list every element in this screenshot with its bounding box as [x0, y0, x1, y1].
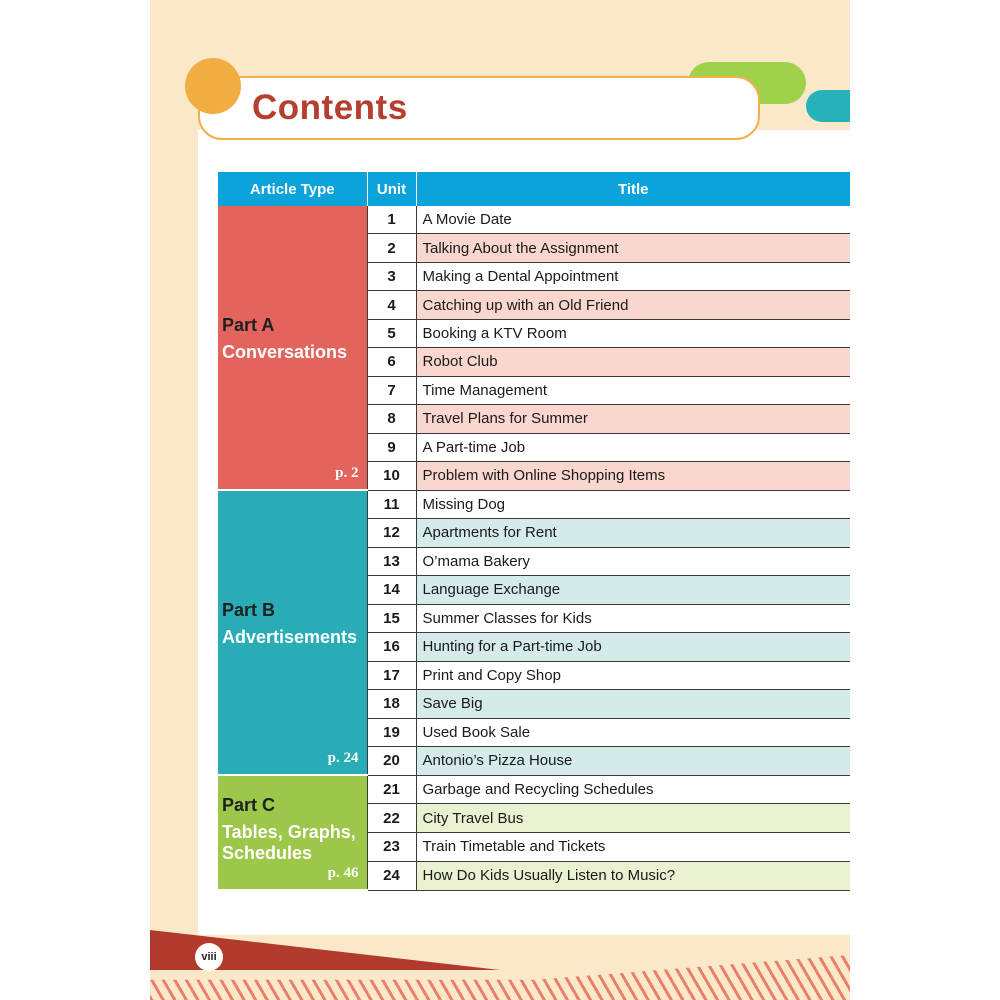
unit-number: 19 — [367, 718, 416, 747]
section-page-ref: p. 24 — [327, 750, 359, 766]
unit-title: Summer Classes for Kids — [416, 604, 850, 633]
unit-title: Used Book Sale — [416, 718, 850, 747]
book-page — [150, 0, 850, 1000]
unit-number: 11 — [367, 490, 416, 519]
unit-number: 17 — [367, 661, 416, 690]
page-number: viii — [195, 943, 223, 971]
unit-title: Problem with Online Shopping Items — [416, 461, 850, 490]
decorative-teal-pill — [806, 90, 850, 122]
unit-number: 24 — [367, 861, 416, 890]
unit-number: 5 — [367, 319, 416, 347]
unit-title: Train Timetable and Tickets — [416, 833, 850, 862]
unit-title: Talking About the Assignment — [416, 234, 850, 262]
unit-number: 20 — [367, 747, 416, 776]
column-header-unit: Unit — [367, 172, 416, 206]
unit-number: 15 — [367, 604, 416, 633]
section-name-label: Advertisements — [222, 626, 358, 647]
unit-title: City Travel Bus — [416, 804, 850, 833]
section-label-cell — [218, 490, 367, 775]
unit-number: 13 — [367, 547, 416, 576]
column-header-title: Title — [416, 172, 850, 206]
unit-title: Apartments for Rent — [416, 519, 850, 548]
table-row — [218, 775, 850, 804]
unit-number: 9 — [367, 433, 416, 461]
section-label-cell — [218, 206, 367, 490]
unit-title: Garbage and Recycling Schedules — [416, 775, 850, 804]
unit-title: A Part-time Job — [416, 433, 850, 461]
unit-title: O’mama Bakery — [416, 547, 850, 576]
unit-title: A Movie Date — [416, 206, 850, 234]
section-name-label: Conversations — [222, 341, 348, 362]
unit-number: 1 — [367, 206, 416, 234]
unit-number: 23 — [367, 833, 416, 862]
unit-title: Hunting for a Part-time Job — [416, 633, 850, 662]
unit-title: Save Big — [416, 690, 850, 719]
section-page-ref: p. 46 — [327, 865, 359, 882]
page-title: Contents — [252, 88, 408, 127]
section-part-label: Part B — [222, 599, 276, 620]
contents-table — [218, 172, 850, 891]
unit-title: Travel Plans for Summer — [416, 405, 850, 433]
unit-number: 16 — [367, 633, 416, 662]
unit-title: Missing Dog — [416, 490, 850, 519]
decorative-orange-circle — [185, 58, 241, 114]
unit-title: Time Management — [416, 376, 850, 404]
table-row — [218, 490, 850, 519]
unit-number: 2 — [367, 234, 416, 262]
unit-title: Booking a KTV Room — [416, 319, 850, 347]
unit-number: 12 — [367, 519, 416, 548]
unit-number: 21 — [367, 775, 416, 804]
section-part-label: Part A — [222, 314, 275, 335]
unit-number: 10 — [367, 461, 416, 490]
column-header-article-type: Article Type — [218, 172, 367, 206]
section-label-cell — [218, 775, 367, 890]
unit-title: Print and Copy Shop — [416, 661, 850, 690]
unit-title: Robot Club — [416, 348, 850, 376]
table-header-row — [218, 172, 850, 206]
table-body — [218, 206, 850, 890]
unit-title: Making a Dental Appointment — [416, 262, 850, 290]
unit-number: 7 — [367, 376, 416, 404]
unit-title: Language Exchange — [416, 576, 850, 605]
table-row — [218, 206, 850, 234]
section-part-label: Part C — [222, 795, 276, 815]
unit-number: 22 — [367, 804, 416, 833]
unit-title: How Do Kids Usually Listen to Music? — [416, 861, 850, 890]
unit-number: 3 — [367, 262, 416, 290]
unit-number: 8 — [367, 405, 416, 433]
unit-title: Antonio’s Pizza House — [416, 747, 850, 776]
unit-number: 4 — [367, 291, 416, 319]
section-page-ref: p. 2 — [335, 465, 359, 481]
unit-title: Catching up with an Old Friend — [416, 291, 850, 319]
unit-number: 6 — [367, 348, 416, 376]
section-name-label: Tables, Graphs, — [222, 822, 356, 842]
section-name-label: Schedules — [222, 843, 313, 863]
unit-number: 14 — [367, 576, 416, 605]
unit-number: 18 — [367, 690, 416, 719]
